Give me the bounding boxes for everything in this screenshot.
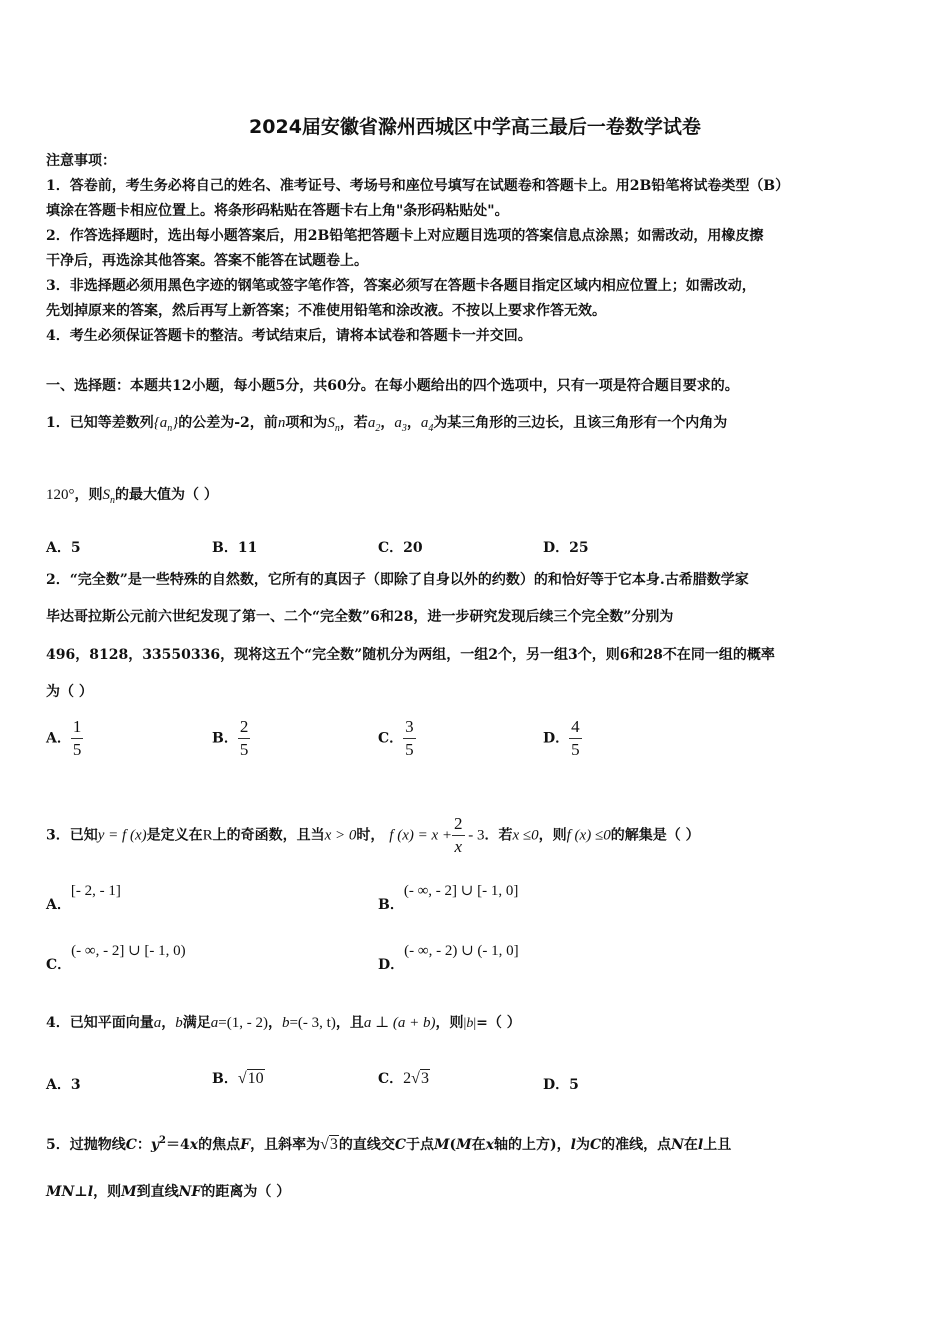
q3-option-b[interactable]: B．(- ∞, - 2] ∪ [- 1, 0] — [378, 883, 519, 913]
notice-heading: 注意事项： — [46, 153, 116, 169]
q1-option-c[interactable]: C．20 — [378, 540, 423, 556]
question-5-stem-cont: MN⊥l，则M到直线NF的距离为（ ） — [46, 1184, 291, 1200]
notice-line: 填涂在答题卡相应位置上。将条形码粘贴在答题卡右上角"条形码粘贴处"。 — [46, 203, 509, 219]
q4-option-c[interactable]: C．2√3 — [378, 1070, 429, 1087]
q1-option-a[interactable]: A．5 — [46, 540, 81, 556]
question-1-stem-cont: 120°，则$S_n$的最大值为（ ） — [46, 487, 218, 506]
question-5-stem: 5．过抛物线C：$y^2=4x$的焦点F，且斜率为√3的直线交C于点M(M在x轴的上方)，l为C的准线，点N在l上且 — [46, 1135, 732, 1153]
q2-option-b[interactable]: B． $\frac{2}{5}$ — [212, 717, 249, 759]
page-title: 2024届安徽省滁州西城区中学高三最后一卷数学试卷 — [249, 116, 701, 138]
q3-option-c[interactable]: C．(- ∞, - 2] ∪ [- 1, 0) — [46, 943, 186, 973]
question-1-stem: 1．已知等差数列$\{a_n\}$的公差为-2，前n项和为$S_n$，若$a_2$，$a_3$，$a_4$为某三角形的三边长，且该三角形有一个内角为 — [46, 415, 728, 434]
section-heading: 一、选择题：本题共12小题，每小题5分，共60分。在每小题给出的四个选项中，只有一项是符合题目要求的。 — [46, 378, 739, 394]
q2-option-d[interactable]: D． $\frac{4}{5}$ — [543, 717, 580, 759]
q3-option-b-value: (- ∞, - 2] ∪ [- 1, 0] — [403, 883, 519, 899]
q4-option-d[interactable]: D．5 — [543, 1077, 579, 1093]
notice-line: 1．答卷前，考生务必将自己的姓名、准考证号、考场号和座位号填写在试题卷和答题卡上。用2B铅笔将试卷类型（B） — [46, 178, 790, 194]
question-2-line: 2．“完全数”是一些特殊的自然数，它所有的真因子（即除了自身以外的约数）的和恰好等于它本身.古希腊数学家 — [46, 572, 749, 588]
q1-option-b[interactable]: B．11 — [212, 540, 258, 556]
q3-option-c-value: (- ∞, - 2] ∪ [- 1, 0) — [71, 943, 186, 959]
q1-option-d[interactable]: D．25 — [543, 540, 589, 556]
q3-option-d[interactable]: D．(- ∞, - 2) ∪ (- 1, 0] — [378, 943, 519, 973]
notice-line: 4．考生必须保证答题卡的整洁。考试结束后，请将本试卷和答题卡一并交回。 — [46, 328, 532, 344]
q3-option-a[interactable]: A．[- 2, - 1] — [46, 883, 121, 913]
notice-line: 干净后，再选涂其他答案。答案不能答在试题卷上。 — [46, 253, 368, 269]
question-2-line: 为（ ） — [46, 684, 93, 700]
q3-option-a-value: [- 2, - 1] — [70, 883, 121, 899]
question-2-line: 496，8128，33550336，现将这五个“完全数”随机分为两组，一组2个，另一组3个，则6和28不在同一组的概率 — [46, 647, 775, 663]
q4-option-a[interactable]: A．3 — [46, 1077, 81, 1093]
question-4-stem: 4．已知平面向量a，b满足a=(1, - 2)，b=(- 3, t)，且a ⊥ (a + b)，则|b|=（ ） — [46, 1015, 521, 1031]
q2-option-c[interactable]: C． $\frac{3}{5}$ — [378, 717, 414, 759]
question-3-stem: 3．已知y = f (x)是定义在R上的奇函数，且当x > 0时， f (x) = x + $\frac{2}{x}$ - 3．若x ≤0，则f (x) ≤0的解集是（ ） — [46, 814, 700, 856]
question-2-line: 毕达哥拉斯公元前六世纪发现了第一、二个“完全数”6和28，进一步研究发现后续三个完全数”分别为 — [46, 609, 674, 625]
q2-option-a[interactable]: A． $\frac{1}{5}$ — [46, 717, 82, 759]
notice-line: 先划掉原来的答案，然后再写上新答案；不准使用铅笔和涂改液。不按以上要求作答无效。 — [46, 303, 606, 319]
notice-line: 2．作答选择题时，选出每小题答案后，用2B铅笔把答题卡上对应题目选项的答案信息点涂黑；如需改动，用橡皮擦 — [46, 228, 764, 244]
notice-line: 3．非选择题必须用黑色字迹的钢笔或签字笔作答，答案必须写在答题卡各题目指定区域内相应位置上；如需改动， — [46, 278, 756, 294]
q3-option-d-value: (- ∞, - 2) ∪ (- 1, 0] — [404, 943, 519, 959]
q4-option-b[interactable]: B．√10 — [212, 1070, 264, 1087]
